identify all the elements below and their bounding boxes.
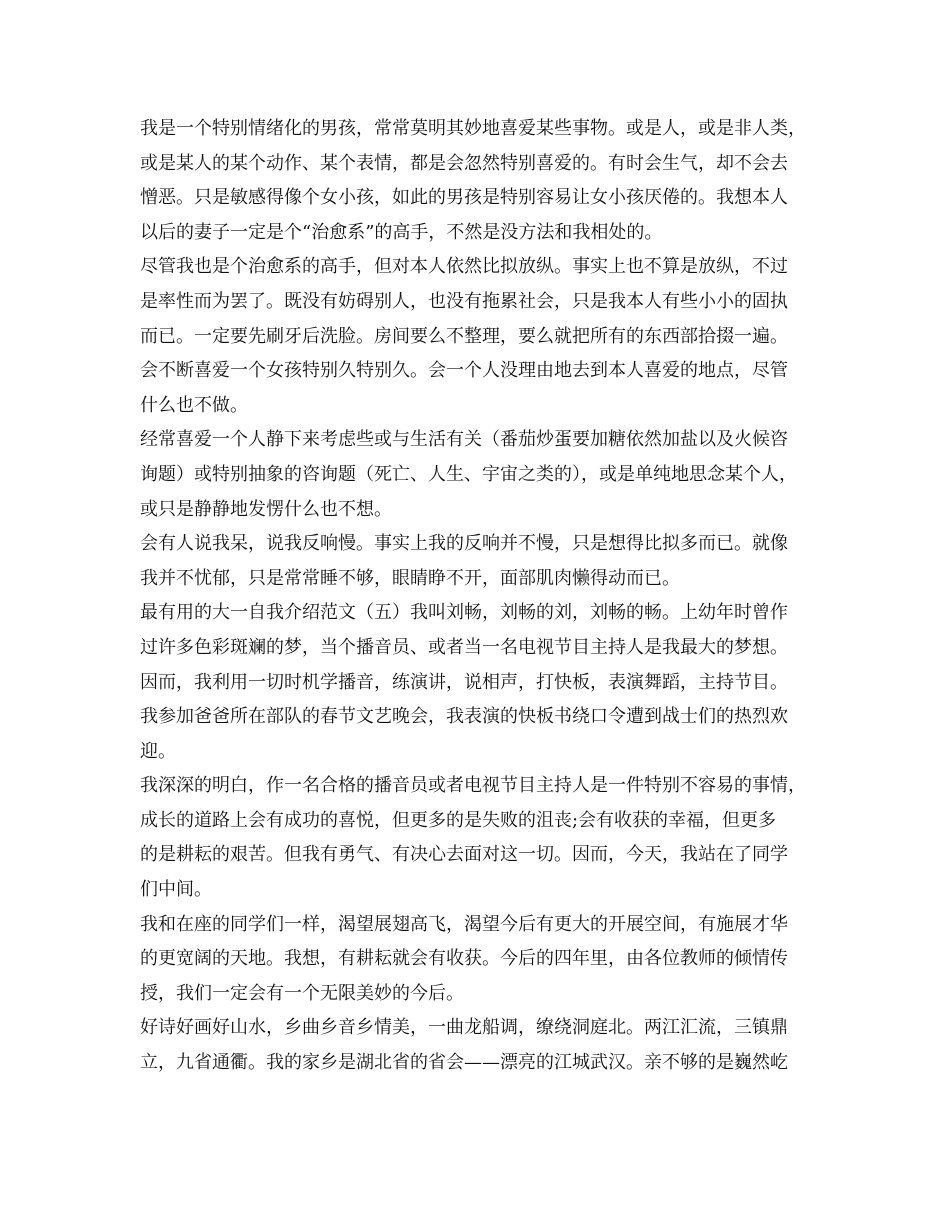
text-line: 最有用的大一自我介绍范文（五）我叫刘畅，刘畅的刘，刘畅的畅。上幼年时曾作 [140,602,788,624]
text-line: 的更宽阔的天地。我想，有耕耘就会有收获。今后的四年里，由各位教师的倾情传 [140,948,788,970]
text-line: 们中间。 [140,879,212,901]
text-line: 我深深的明白，作一名合格的播音员或者电视节目主持人是一件特别不容易的事情， [140,775,806,797]
text-line: 憎恶。只是敏感得像个女小孩，如此的男孩是特别容易让女小孩厌倦的。我想本人 [140,187,788,209]
text-line: 我并不忧郁，只是常常睡不够，眼睛睁不开，面部肌肉懒得动而已。 [140,567,680,589]
text-line: 迎。 [140,740,176,762]
text-line: 以后的妻子一定是个“治愈系”的高手，不然是没方法和我相处的。 [140,221,663,243]
text-line: 因而，我利用一切时机学播音，练演讲，说相声，打快板，表演舞蹈，主持节目。 [140,671,788,693]
text-line: 什么也不做。 [140,394,248,416]
text-line: 我是一个特别情绪化的男孩，常常莫明其妙地喜爱某些事物。或是人，或是非人类， [140,118,806,139]
text-line: 授，我们一定会有一个无限美妙的今后。 [140,982,464,1004]
text-line: 经常喜爱一个人静下来考虑些或与生活有关（番茄炒蛋要加糖依然加盐以及火候咨 [140,429,788,451]
text-line: 或是某人的某个动作、某个表情，都是会忽然特别喜爱的。有时会生气，却不会去 [140,152,788,174]
text-line: 或只是静静地发愣什么也不想。 [140,498,392,520]
text-line: 询题）或特别抽象的咨询题（死亡、人生、宇宙之类的），或是单纯地思念某个人， [140,463,797,485]
text-line: 过许多色彩斑斓的梦，当个播音员、或者当一名电视节目主持人是我最大的梦想。 [140,636,788,658]
text-line: 的是耕耘的艰苦。但我有勇气、有决心去面对这一切。因而，今天，我站在了同学 [140,844,788,866]
text-line: 是率性而为罢了。既没有妨碍别人，也没有拖累社会，只是我本人有些小小的固执 [140,290,788,312]
text-line: 好诗好画好山水，乡曲乡音乡情美，一曲龙船调，缭绕洞庭北。两江汇流，三镇鼎 [140,1017,788,1039]
text-line: 会有人说我呆，说我反响慢。事实上我的反响并不慢，只是想得比拟多而已。就像 [140,533,788,555]
document-body [140,112,830,1081]
text-line: 会不断喜爱一个女孩特别久特别久。会一个人没理由地去到本人喜爱的地点，尽管 [140,360,788,382]
text-line: 我参加爸爸所在部队的春节文艺晚会，我表演的快板书绕口令遭到战士们的热烈欢 [140,706,788,728]
text-line: 而已。一定要先刷牙后洗脸。房间要么不整理，要么就把所有的东西部拾掇一遍。 [140,325,788,347]
text-line: 立，九省通衢。我的家乡是湖北省的省会——漂亮的江城武汉。亲不够的是巍然屹 [140,1052,788,1074]
text-line: 成长的道路上会有成功的喜悦，但更多的是失败的沮丧;会有收获的幸福，但更多 [140,809,777,831]
text-line: 尽管我也是个治愈系的高手，但对本人依然比拟放纵。事实上也不算是放纵，不过 [140,256,788,278]
text-line: 我和在座的同学们一样，渴望展翅高飞，渴望今后有更大的开展空间，有施展才华 [140,913,788,935]
